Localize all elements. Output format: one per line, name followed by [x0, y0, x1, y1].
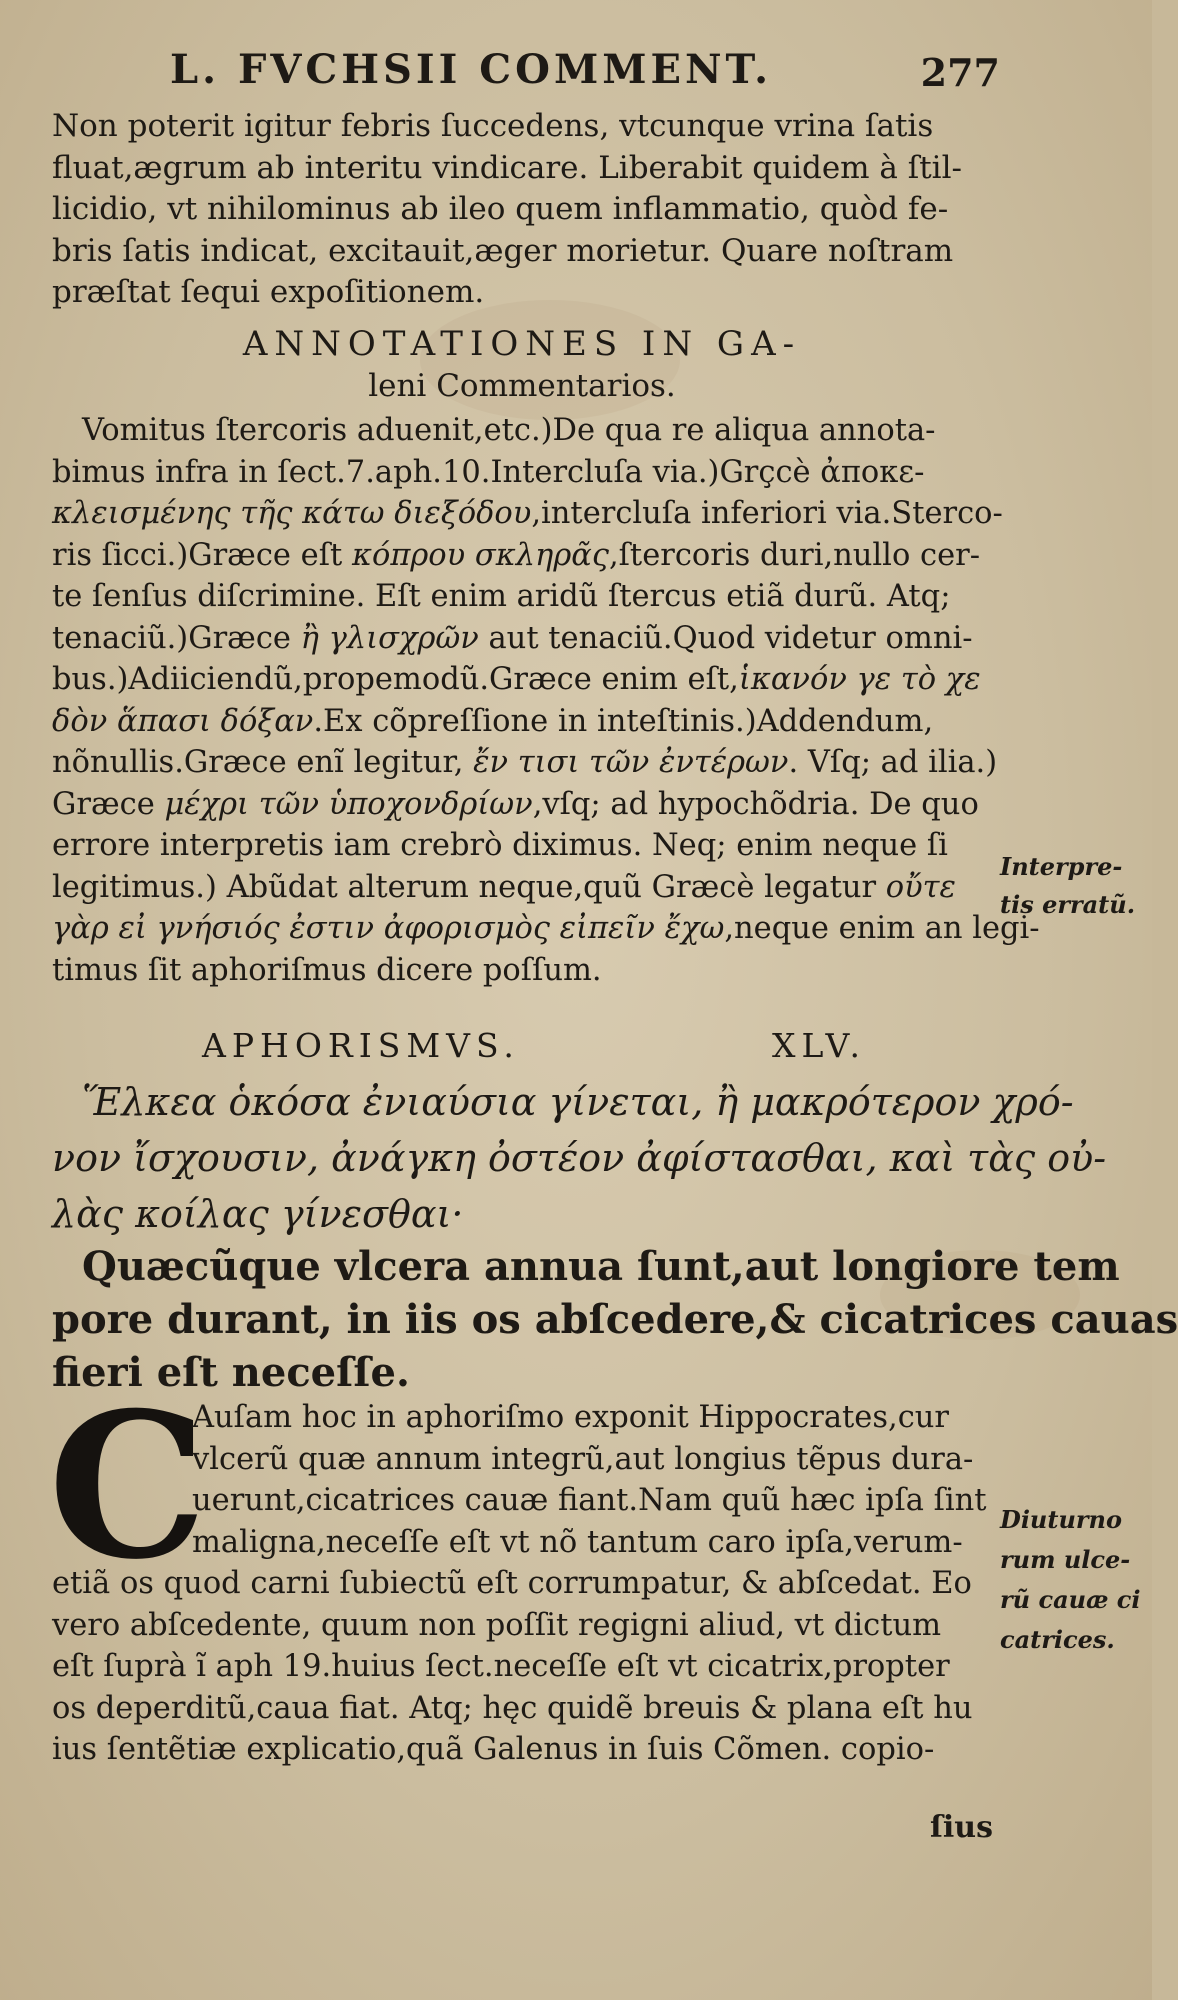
annotation-line [52, 950, 992, 992]
annotation-line [52, 784, 992, 826]
margin-note-line: tis erratũ. [1000, 890, 1136, 919]
commentary-line: maligna,neceſſe eſt vt nõ tantum caro ipſa,verum- [192, 1524, 963, 1560]
latin-text: Vomitus ſtercoris aduenit,etc.)De qua re aliqua annota- [82, 413, 936, 448]
annotation-line [52, 618, 992, 660]
latin-text: legitimus.) Abũdat alterum neque,quũ Græcè legatur [52, 869, 886, 905]
latin-text: nõnullis.Græce enĩ legitur, [52, 745, 474, 780]
greek-line: Ἕλκεα ὁκόσα ἐνιαύσια γίνεται, ἢ μακρότερον χρό- [82, 1080, 1074, 1124]
aphorism-title: APHORISMVS. [202, 1026, 520, 1065]
margin-note-chronic-ulcers [1000, 1500, 1141, 1660]
latin-text: te ſenſus diſcrimine. Eſt enim aridũ ſtercus etiã durũ. Atq; [52, 579, 951, 614]
annotations-subheading: leni Commentarios. [368, 368, 676, 404]
greek-phrase: ἢ γλισχρῶν [300, 620, 479, 656]
annotation-line [52, 659, 992, 701]
greek-phrase: οὔτε [885, 869, 956, 905]
latin-text: Græce [52, 786, 165, 822]
commentary-paragraph [52, 1397, 992, 1771]
latin-line: pore durant, in iis os abſcedere,& cicatrices cauas [52, 1296, 1178, 1343]
commentary-line: vlcerũ quæ annum integrũ,aut longius tẽpus dura- [192, 1441, 974, 1477]
catchword: ſius [930, 1810, 994, 1845]
drop-cap-initial: C [48, 1369, 208, 1604]
margin-note-line: rũ cauæ ci [1000, 1585, 1141, 1614]
text-line: fluat,ægrum ab interitu vindicare. Liberabit quidem à ſtil- [52, 149, 962, 186]
latin-text: ,vſq; ad hypochõdria. De quo [532, 786, 979, 822]
latin-line: Quæcũque vlcera annua ſunt,aut longiore tem [82, 1243, 1120, 1290]
commentary-line: vero abſcedente, quum non poſſit regigni aliud, vt dictum [52, 1607, 942, 1643]
annotation-line [52, 576, 992, 618]
aphorism-number: XLV. [772, 1026, 867, 1065]
commentary-line: os deperditũ,caua fiat. Atq; hęc quidẽ breuis & plana eſt hu [52, 1690, 973, 1726]
latin-text: .Ex cõpreſſione in inteſtinis.)Addendum, [313, 703, 934, 739]
commentary-line: etiã os quod carni ſubiectũ eſt corrumpatur, & abſcedat. Eo [52, 1566, 972, 1601]
commentary-line: ius ſentẽtiæ explicatio,quã Galenus in ſuis Cõmen. copio- [52, 1732, 935, 1767]
latin-text: tenaciũ.)Græce [52, 620, 301, 656]
annotations-paragraph [52, 410, 1040, 991]
latin-text: timus ſit aphoriſmus dicere poſſum. [52, 952, 602, 988]
annotation-line [52, 867, 992, 909]
greek-phrase: κόπρου σκληρᾶς [351, 537, 609, 573]
annotation-line [52, 410, 992, 452]
annotations-heading: ANNOTATIONES IN GA- [242, 324, 802, 364]
text-line: licidio, vt nihilominus ab ileo quem inflammatio, quòd fe- [52, 191, 949, 227]
latin-text: ,ſtercoris duri,nullo cer- [608, 537, 981, 573]
greek-phrase: κλεισμένης τῆς κάτω διεξόδου [52, 496, 532, 531]
opening-paragraph [52, 106, 992, 314]
greek-phrase: γὰρ εἰ γνήσιός ἐστιν ἀφορισμὸς εἰπεῖν ἔχω [52, 911, 725, 946]
commentary-line: Auſam hoc in aphoriſmo exponit Hippocrates,cur [192, 1400, 950, 1435]
text-line: bris ſatis indicat, excitauit,æger morietur. Quare noſtram [52, 232, 954, 269]
annotation-line [52, 908, 1040, 950]
annotation-line [52, 701, 992, 743]
aphorism-heading [52, 1026, 952, 1072]
greek-line: νον ἴσχουσιν, ἀνάγκη ὀστέον ἀφίστασθαι, καὶ τὰς οὐ- [52, 1136, 1107, 1180]
annotation-line [52, 825, 992, 867]
latin-text: aut tenaciũ.Quod videtur omni- [478, 620, 973, 656]
annotation-line [52, 535, 992, 577]
latin-text: . Vſq; ad ilia.) [788, 745, 998, 780]
latin-text: bus.)Adiiciendũ,propemodũ.Græce enim eſt, [52, 662, 739, 697]
margin-note-line: Diuturno [1000, 1505, 1123, 1534]
latin-text: ,intercluſa inferiori via.Sterco- [531, 496, 1003, 531]
greek-line: λὰς κοίλας γίνεσθαι· [52, 1192, 464, 1236]
latin-line: fieri eſt neceſſe. [52, 1349, 410, 1396]
margin-note-line: Interpre- [1000, 852, 1123, 881]
greek-phrase: ἔν τισι τῶν ἐντέρων [473, 745, 789, 780]
latin-text: ris ſicci.)Græce eſt [52, 537, 352, 573]
commentary-line: uerunt,cicatrices cauæ fiant.Nam quũ hæc ipſa ſint [192, 1483, 987, 1518]
greek-phrase: δὸν ἅπασι δόξαν [52, 703, 314, 739]
page-header [150, 42, 1010, 102]
latin-text: ,neque enim an legi- [724, 911, 1040, 946]
text-line: Non poterit igitur febris ſuccedens, vtcunque vrina ſatis [52, 108, 934, 144]
margin-note-interpreter-error [1000, 848, 1135, 924]
annotation-line [52, 742, 998, 784]
text-line: præſtat ſequi expoſitionem. [52, 274, 485, 310]
annotation-line [52, 493, 1003, 535]
annotation-line [52, 452, 992, 494]
greek-phrase: μέχρι τῶν ὑποχονδρίων [164, 786, 533, 822]
greek-aphorism [52, 1074, 1107, 1242]
page-number: 277 [920, 50, 1000, 95]
running-head: L. FVCHSII COMMENT. [170, 46, 773, 93]
greek-phrase: ἱκανόν γε τὸ χε [738, 662, 981, 697]
margin-note-line: rum ulce- [1000, 1545, 1131, 1574]
latin-text: errore interpretis iam crebrò diximus. Neq; enim neque ſi [52, 828, 948, 863]
commentary-line: eſt ſuprà ĩ aph 19.huius ſect.neceſſe eſt vt cicatrix,propter [52, 1649, 950, 1684]
latin-text: bimus infra in ſect.7.aph.10.Intercluſa via.)Grçcè ἀποκε- [52, 454, 925, 490]
margin-note-line: catrices. [1000, 1625, 1115, 1654]
